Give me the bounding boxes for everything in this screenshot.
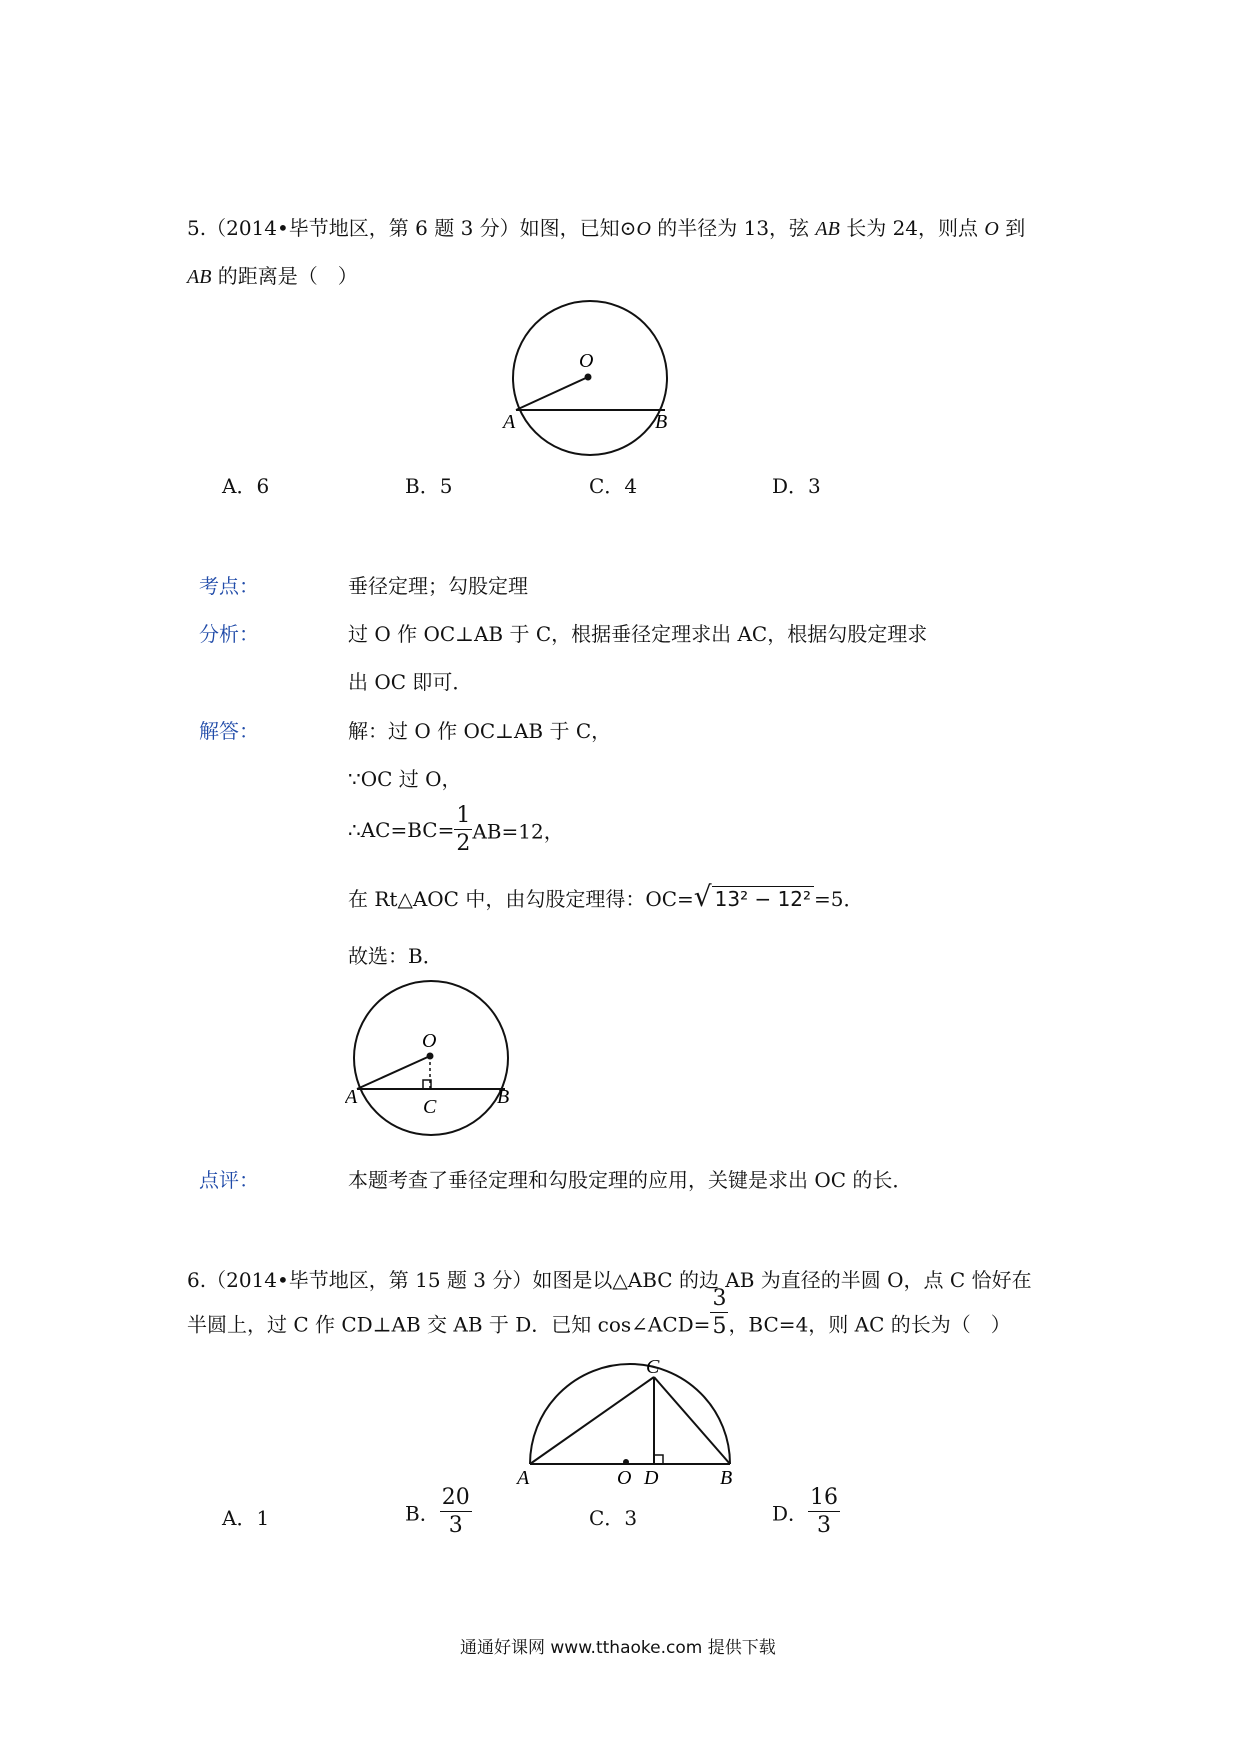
q6-line2-b: ，BC=4，则 AC 的长为（ ）	[728, 1312, 1011, 1337]
radius-oa	[516, 377, 588, 410]
kaodian-label: 考点：	[199, 574, 259, 598]
q6-semicircle-figure	[505, 1348, 755, 1493]
q5-ab: AB	[815, 218, 840, 240]
cos-denominator: 5	[712, 1314, 727, 1339]
jieda-line5: 故选：B．	[348, 944, 443, 968]
choice-fraction	[808, 1487, 840, 1537]
q5-line1	[187, 212, 1025, 241]
fenxi-label: 分析：	[199, 622, 259, 646]
q6-number: 6.	[187, 1268, 207, 1292]
choice-value: 3	[808, 474, 821, 498]
choice-numerator: 16	[810, 1485, 839, 1510]
cos-fraction	[710, 1288, 728, 1338]
segment-ac	[530, 1377, 654, 1464]
choice-fraction	[440, 1487, 472, 1537]
fenxi-line2: 出 OC 即可．	[348, 670, 473, 694]
choice-key: B．	[405, 474, 440, 498]
jieda-line3-b: AB=12，	[472, 819, 564, 844]
jieda-line4	[348, 880, 864, 913]
choice-key: B．	[405, 1501, 440, 1526]
jieda-line4-b: =5．	[814, 887, 864, 911]
q5-choice-a[interactable]	[222, 470, 269, 499]
q6-line1	[187, 1264, 1032, 1293]
jieda-line3-a: ∴AC=BC=	[348, 818, 455, 842]
label-b: B	[655, 411, 668, 433]
jieda-line1: 解：过 O 作 OC⊥AB 于 C，	[348, 719, 612, 743]
q5-ab2: AB	[187, 266, 212, 288]
q6-line2-a: 半圆上，过 C 作 CD⊥AB 交 AB 于 D．已知 cos∠ACD=	[187, 1312, 711, 1337]
segment-bc	[654, 1377, 730, 1464]
choice-key: C．	[589, 1506, 625, 1530]
q6-choice-c[interactable]	[589, 1502, 637, 1531]
jieda-line3	[348, 805, 564, 855]
choice-value: 1	[256, 1506, 270, 1530]
q5-o2: O	[984, 218, 999, 240]
q6-choice-d[interactable]	[772, 1487, 840, 1537]
sqrt-radicand: 13² − 12²	[712, 886, 814, 911]
q5-text-b: 的半径为 13，弦	[650, 216, 816, 240]
choice-key: D．	[772, 1501, 809, 1526]
choice-key: D．	[772, 474, 809, 498]
q5-o: O	[636, 218, 651, 240]
q6-choice-a[interactable]	[222, 1502, 269, 1531]
q5-choice-b[interactable]	[405, 470, 452, 499]
q5-number: 5.	[187, 216, 207, 240]
choice-denominator: 3	[817, 1513, 832, 1538]
solution5-circle-figure	[345, 975, 525, 1150]
label-a: A	[503, 411, 516, 433]
q5-text-d: 到	[998, 216, 1026, 240]
cos-numerator: 3	[712, 1286, 727, 1311]
fenxi-line1: 过 O 作 OC⊥AB 于 C，根据垂径定理求出 AC，根据勾股定理求	[348, 622, 928, 646]
choice-value: 4	[624, 474, 638, 498]
kaodian-text: 垂径定理；勾股定理	[348, 574, 528, 598]
label-a: A	[345, 1086, 358, 1108]
right-angle-mark	[654, 1455, 663, 1464]
label-o: O	[422, 1030, 437, 1052]
semicircle-arc	[530, 1364, 730, 1464]
label-c: C	[423, 1096, 437, 1118]
jieda-label: 解答：	[199, 719, 259, 743]
label-o: O	[579, 350, 594, 372]
q5-circle-figure	[500, 290, 690, 470]
half-fraction	[454, 805, 472, 855]
choice-value: 5	[439, 474, 453, 498]
jieda-line2: ∵OC 过 O，	[348, 767, 462, 791]
choice-denominator: 3	[448, 1513, 463, 1538]
label-a: A	[517, 1467, 530, 1489]
center-point-o	[623, 1459, 629, 1465]
jieda-line4-a: 在 Rt△AOC 中，由勾股定理得：OC=	[348, 887, 694, 911]
center-point-o	[585, 374, 592, 381]
choice-key: A．	[222, 1506, 257, 1530]
dianping-label: 点评：	[199, 1168, 259, 1192]
dianping-text: 本题考查了垂径定理和勾股定理的应用，关键是求出 OC 的长．	[348, 1168, 913, 1192]
choice-numerator: 20	[441, 1485, 470, 1510]
sqrt-sign: √	[693, 880, 712, 913]
choice-value: 3	[624, 1506, 638, 1530]
q5-choice-c[interactable]	[589, 470, 637, 499]
q5-text-c: 长为 24，则点	[839, 216, 985, 240]
center-point-o	[427, 1053, 434, 1060]
label-o: O	[617, 1467, 632, 1489]
q5-text-e: 的距离是（ ）	[211, 264, 358, 288]
choice-value: 6	[256, 474, 270, 498]
label-d: D	[644, 1467, 659, 1489]
label-c: C	[646, 1356, 660, 1378]
label-b: B	[497, 1086, 510, 1108]
q5-choice-d[interactable]	[772, 470, 821, 499]
q5-text-a: （2014•毕节地区，第 6 题 3 分）如图，已知⊙	[206, 216, 637, 240]
radius-oa	[357, 1056, 430, 1089]
choice-key: A．	[222, 474, 257, 498]
q6-line1-text: （2014•毕节地区，第 15 题 3 分）如图是以△ABC 的边 AB 为直径的半圆 O，点 C 恰好在	[206, 1268, 1032, 1292]
half-numerator: 1	[456, 803, 471, 828]
label-b: B	[720, 1467, 733, 1489]
q6-line2	[187, 1286, 1011, 1348]
footer-credit: 通通好课网 www.tthaoke.com 提供下载	[460, 1638, 776, 1658]
q6-choice-b[interactable]	[405, 1487, 472, 1537]
half-denominator: 2	[456, 831, 471, 856]
q5-line2	[187, 260, 358, 289]
choice-key: C．	[589, 474, 625, 498]
